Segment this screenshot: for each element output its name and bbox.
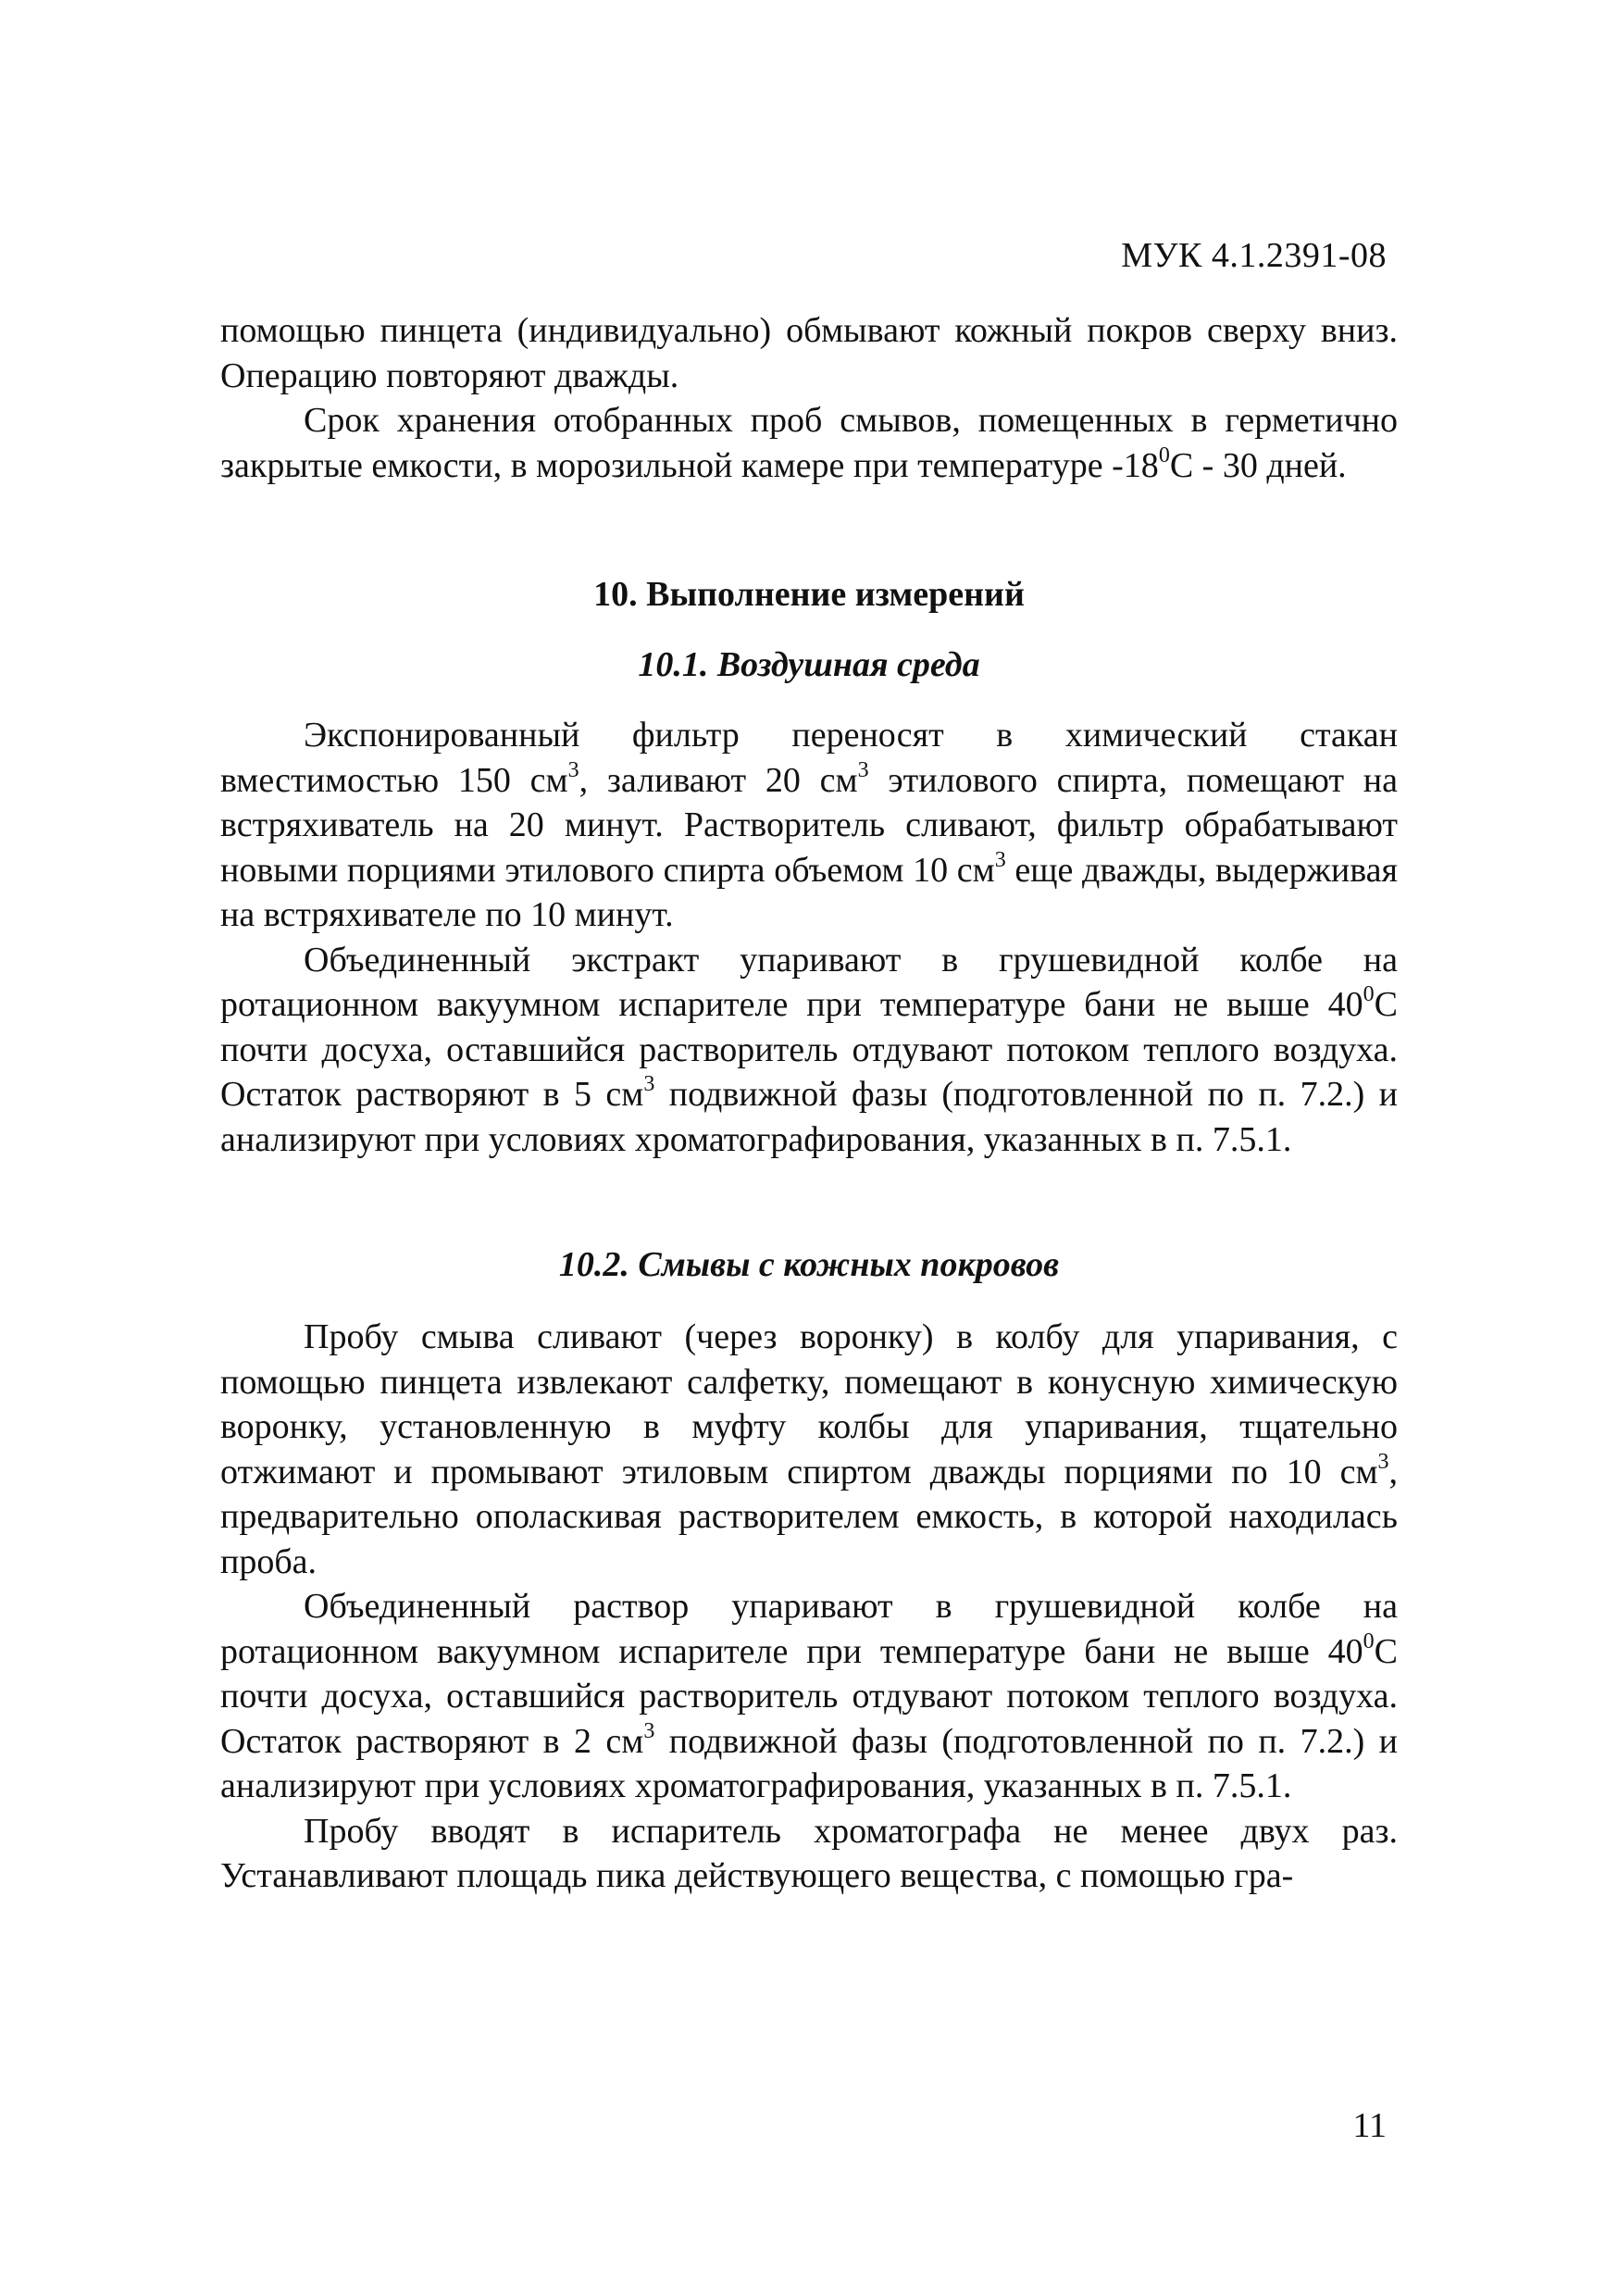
cube-superscript: 3: [643, 1072, 655, 1096]
storage-text-a: Срок хранения отобранных проб смывов, помещенных в герметично закрытые емкости, в морозильной камере при температуре -18: [220, 401, 1398, 485]
intro-paragraph-2: [220, 398, 1398, 488]
document-code: МУК 4.1.2391-08: [1121, 236, 1387, 275]
subsection-heading-10-1: 10.1. Воздушная среда: [638, 645, 980, 684]
section-heading-10: 10. Выполнение измерений: [593, 575, 1025, 614]
intro-text: [220, 308, 1398, 488]
page-number: 11: [1352, 2106, 1387, 2145]
air-section-text: [220, 713, 1398, 1162]
air-p2-text-b: С почти досуха, оставшийся растворитель отдувают потоком теплого воздуха. Остаток растворяют в 5 см: [220, 985, 1398, 1114]
skin-paragraph-3: Пробу вводят в испаритель хроматографа не менее двух раз. Устанавливают площадь пика действующего вещества, с помощью гра-: [220, 1811, 1398, 1895]
air-paragraph-2: [220, 938, 1398, 1163]
skin-section-text: [220, 1315, 1398, 1899]
air-p1-text-d: еще дважды, выдерживая на встряхивателе по 10 минут.: [220, 850, 1398, 934]
degree-superscript: 0: [1363, 982, 1375, 1006]
skin-p1-text-a: Пробу смыва сливают (через воронку) в колбу для упаривания, с помощью пинцета извлекают салфетку, помещают в конусную химическую воронку, установленную в муфту колбы для упаривания, тщательно отжимают и промывают этиловым спиртом дважды порциями по 10 см: [220, 1317, 1398, 1491]
cube-superscript: 3: [643, 1718, 655, 1743]
skin-p2-text-a: Объединенный раствор упаривают в грушевидной колбе на ротационном вакуумном испарителе при температуре бани не выше 40: [220, 1587, 1398, 1671]
cube-superscript: 3: [994, 847, 1006, 872]
intro-paragraph-1: помощью пинцета (индивидуально) обмывают кожный покров сверху вниз. Операцию повторяют дважды.: [220, 311, 1398, 395]
air-p1-text-c: этилового спирта, помещают на встряхиватель на 20 минут. Растворитель сливают, фильтр обрабатывают новыми порциями этилового спирта объемом 10 см: [220, 760, 1399, 890]
cube-superscript: 3: [1377, 1449, 1389, 1474]
degree-superscript: 0: [1363, 1628, 1375, 1653]
air-p1-text-a: Экспонированный фильтр переносят в химический стакан вместимостью 150 см: [220, 716, 1398, 800]
subsection-heading-10-2: 10.2. Смывы с кожных покровов: [558, 1245, 1060, 1284]
air-p1-text-b: , заливают 20 см: [579, 760, 858, 800]
cube-superscript: 3: [567, 757, 579, 782]
air-p2-text-c: подвижной фазы (подготовленной по п. 7.2.) и анализируют при условиях хроматографирования, указанных в п. 7.5.1.: [220, 1075, 1398, 1159]
storage-text-b: С - 30 дней.: [1169, 445, 1347, 485]
cube-superscript: 3: [857, 757, 869, 782]
skin-paragraph-2: [220, 1584, 1398, 1809]
degree-superscript: 0: [1158, 443, 1170, 468]
skin-p2-text-b: С почти досуха, оставшийся растворитель отдувают потоком теплого воздуха. Остаток растворяют в 2 см: [220, 1631, 1398, 1761]
skin-p2-text-c: подвижной фазы (подготовленной по п. 7.2.) и анализируют при условиях хроматографирования, указанных в п. 7.5.1.: [220, 1721, 1398, 1805]
skin-p1-text-b: , предварительно ополаскивая растворителем емкость, в которой находилась проба.: [220, 1452, 1398, 1581]
skin-paragraph-1: [220, 1315, 1398, 1584]
air-paragraph-1: [220, 713, 1398, 938]
air-p2-text-a: Объединенный экстракт упаривают в грушевидной колбе на ротационном вакуумном испарителе при температуре бани не выше 40: [220, 940, 1398, 1024]
